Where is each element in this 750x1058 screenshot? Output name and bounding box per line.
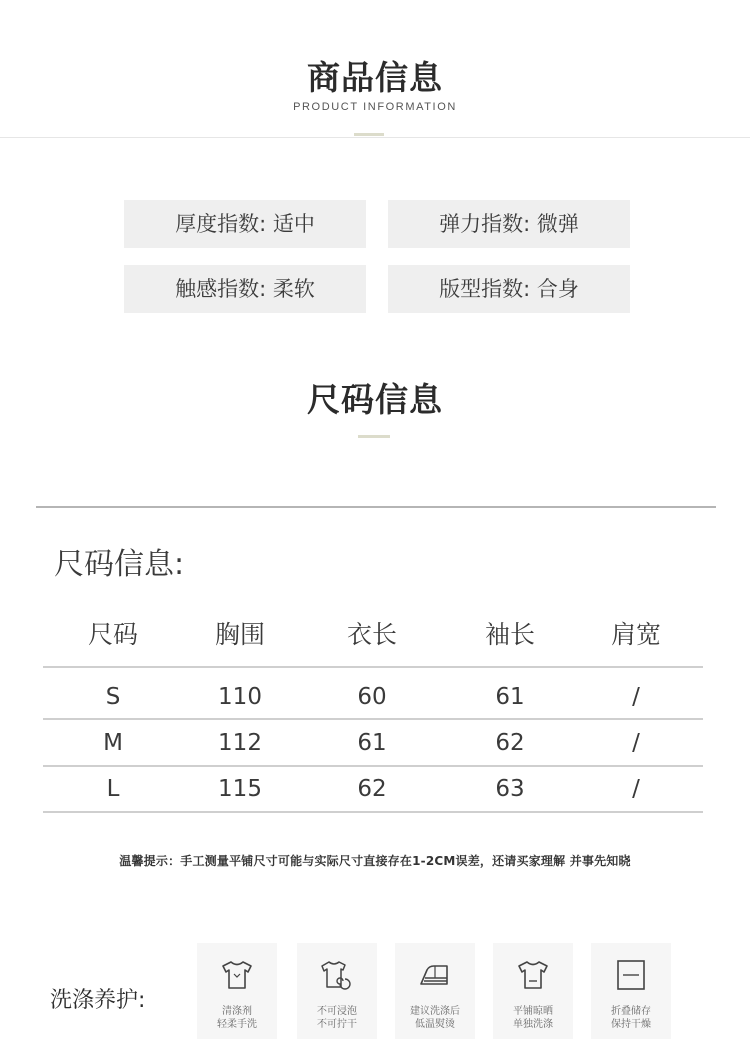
column-header-size: 尺码: [87, 620, 138, 649]
table-header-row: [43, 612, 703, 667]
fold-square-icon: [613, 957, 649, 993]
column-header-shoulder: 肩宽: [610, 620, 661, 649]
column-header-chest: 胸围: [214, 620, 265, 649]
care-item-hand-wash: [197, 943, 277, 1039]
care-item-label: 建议洗涤后: [410, 1006, 460, 1017]
size-table: [43, 612, 703, 802]
care-item-label: 不可拧干: [317, 1019, 357, 1030]
header-divider: [0, 137, 750, 138]
attribute-fit: 版型指数: 合身: [388, 265, 630, 313]
care-item-label: 平铺晾晒: [513, 1006, 553, 1017]
tshirt-flat-icon: [515, 957, 551, 993]
table-divider: [43, 666, 703, 668]
table-cell: 60: [357, 684, 387, 710]
table-row: [43, 674, 703, 720]
attribute-touch: 触感指数: 柔软: [124, 265, 366, 313]
table-cell: /: [632, 730, 640, 756]
care-item-label: 低温熨烫: [415, 1019, 455, 1030]
care-item-no-soak: [297, 943, 377, 1039]
care-title: 洗涤养护:: [50, 988, 146, 1013]
size-section-divider: [36, 506, 716, 508]
table-cell: L: [106, 776, 120, 802]
table-cell: /: [632, 684, 640, 710]
page-title: 商品信息: [307, 58, 443, 97]
care-item-iron: [395, 943, 475, 1039]
size-table-heading: 尺码信息:: [54, 547, 185, 582]
page-subtitle: PRODUCT INFORMATION: [293, 101, 457, 113]
tshirt-icon: [219, 957, 255, 993]
attribute-elasticity: 弹力指数: 微弹: [388, 200, 630, 248]
iron-icon: [417, 957, 453, 993]
table-cell: 115: [218, 776, 262, 802]
column-header-sleeve: 袖长: [484, 620, 535, 649]
tshirt-swirl-icon: [319, 957, 355, 993]
care-item-label: 折叠储存: [611, 1006, 651, 1017]
column-header-length: 衣长: [346, 620, 397, 649]
care-item-label: 不可浸泡: [317, 1006, 357, 1017]
table-cell: 61: [495, 684, 525, 710]
care-item-label: 单独洗涤: [513, 1019, 553, 1030]
care-item-label: 清涤剂: [222, 1006, 252, 1017]
size-section-title: 尺码信息: [307, 380, 443, 419]
header-accent-mark: [354, 133, 384, 136]
table-cell: S: [105, 684, 121, 710]
table-cell: M: [103, 730, 123, 756]
measurement-tip: 温馨提示：手工测量平铺尺寸可能与实际尺寸直接存在1-2CM误差，还请买家理解 并事先知晓: [119, 854, 631, 868]
table-row: [43, 720, 703, 766]
table-cell: 112: [218, 730, 262, 756]
attribute-thickness: 厚度指数: 适中: [124, 200, 366, 248]
care-item-label: 保持干燥: [611, 1019, 651, 1030]
table-cell: /: [632, 776, 640, 802]
care-item-dry-flat: [493, 943, 573, 1039]
table-divider: [43, 811, 703, 813]
table-cell: 62: [495, 730, 525, 756]
table-row: [43, 766, 703, 812]
care-item-label: 轻柔手洗: [217, 1019, 257, 1030]
size-section-accent-mark: [358, 435, 390, 438]
table-cell: 63: [495, 776, 525, 802]
table-cell: 61: [357, 730, 387, 756]
table-cell: 110: [218, 684, 262, 710]
care-item-fold-store: [591, 943, 671, 1039]
table-cell: 62: [357, 776, 387, 802]
